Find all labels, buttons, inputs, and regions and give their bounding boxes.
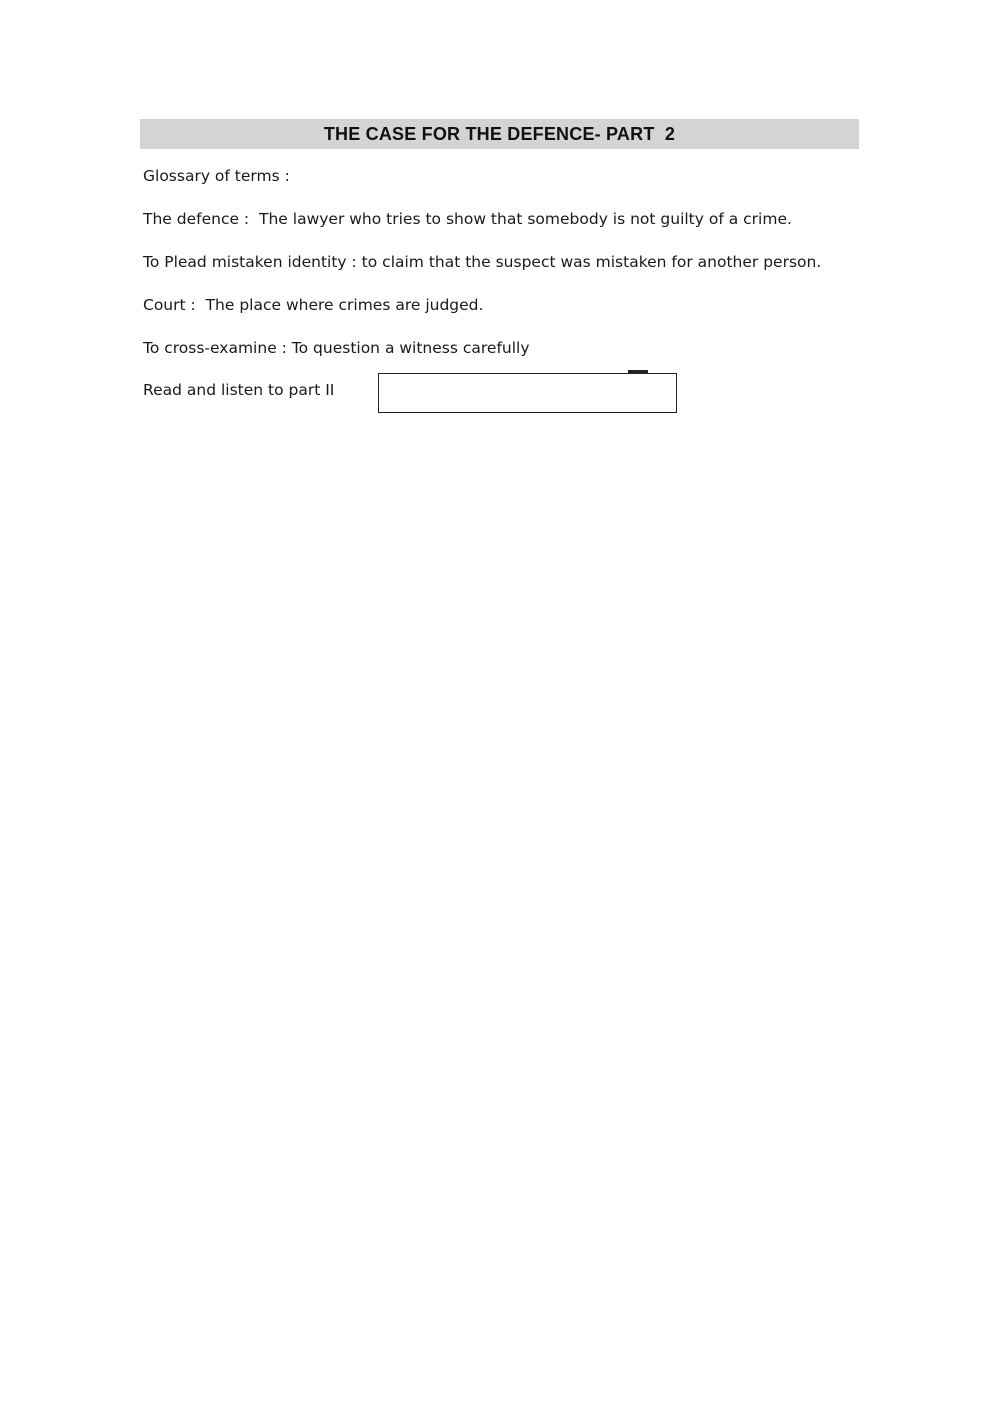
- title-banner: [140, 119, 859, 149]
- box-edge-mark: [628, 370, 648, 373]
- glossary-entry-cross-examine: To cross-examine : To question a witness carefully: [143, 339, 530, 357]
- glossary-heading: Glossary of terms :: [143, 167, 290, 185]
- glossary-entry-mistaken-identity: To Plead mistaken identity : to claim that the suspect was mistaken for another person.: [143, 253, 822, 271]
- glossary-entry-defence: The defence : The lawyer who tries to show that somebody is not guilty of a crime.: [143, 210, 792, 228]
- glossary-entry-court: Court : The place where crimes are judged.: [143, 296, 484, 314]
- answer-box[interactable]: [378, 373, 677, 413]
- page-title: THE CASE FOR THE DEFENCE- PART 2: [323, 123, 676, 144]
- instruction-text: Read and listen to part II: [143, 381, 335, 399]
